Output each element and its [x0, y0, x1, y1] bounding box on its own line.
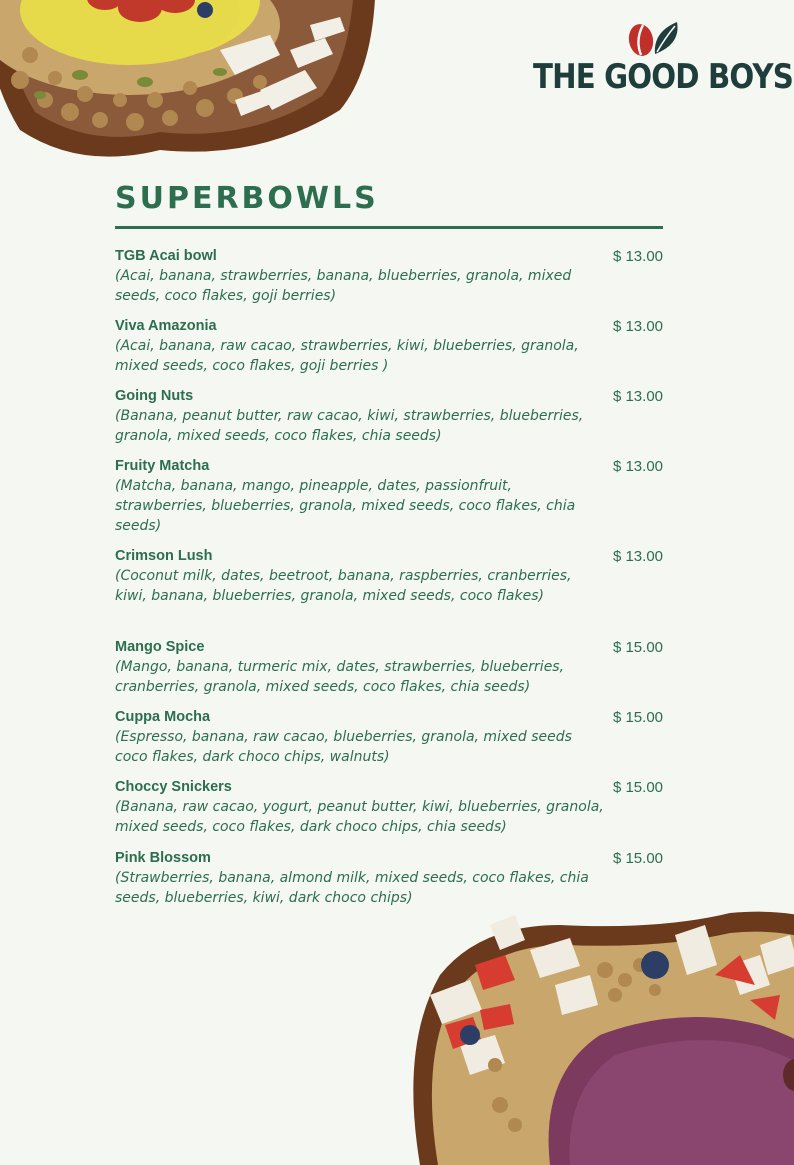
menu-item: [115, 317, 663, 387]
item-description: (Banana, peanut butter, raw cacao, kiwi, strawberries, blueberries, granola, mixed seeds, coco flakes, chia seeds): [115, 408, 584, 444]
item-description: (Coconut milk, dates, beetroot, banana, raspberries, cranberries, kiwi, banana, blueberries, granola, mixed seeds, coco flakes): [115, 568, 572, 604]
item-name: Pink Blossom: [115, 850, 211, 866]
item-description: (Strawberries, banana, almond milk, mixed seeds, coco flakes, chia seeds, blueberries, kiwi, dark choco chips): [115, 870, 589, 906]
item-description: (Acai, banana, strawberries, banana, blueberries, granola, mixed seeds, coco flakes, goji berries): [115, 268, 572, 304]
menu-item: [115, 849, 663, 909]
item-price: $ 13.00: [612, 458, 663, 475]
item-name: Choccy Snickers: [115, 779, 232, 795]
item-description: (Banana, raw cacao, yogurt, peanut butter, kiwi, blueberries, granola, mixed seeds, coco flakes, dark choco chips, chia seeds): [115, 799, 604, 835]
item-price: $ 15.00: [612, 779, 663, 796]
menu-item: [115, 457, 663, 547]
brand-logo: [533, 20, 793, 110]
menu-item: [115, 778, 663, 849]
item-price: $ 13.00: [612, 388, 663, 405]
item-price: $ 13.00: [612, 248, 663, 265]
brand-name: THE GOOD BOYS: [533, 57, 793, 97]
item-name: Cuppa Mocha: [115, 709, 211, 725]
item-description: (Acai, banana, raw cacao, strawberries, kiwi, blueberries, granola, mixed seeds, coco flakes, goji berries ): [115, 338, 579, 374]
item-name: Fruity Matcha: [115, 458, 210, 474]
item-description: (Matcha, banana, mango, pineapple, dates, passionfruit, strawberries, blueberries, granola, mixed seeds, coco flakes, chia seeds): [115, 478, 576, 534]
item-name: Mango Spice: [115, 639, 205, 655]
menu-item: [115, 638, 663, 708]
item-price: $ 15.00: [612, 709, 663, 726]
coffee-bean-leaf-icon: [625, 20, 681, 58]
menu-item: [115, 547, 663, 638]
item-name: TGB Acai bowl: [115, 248, 217, 264]
item-description: (Espresso, banana, raw cacao, blueberries, granola, mixed seeds coco flakes, dark choco chips, walnuts): [115, 729, 572, 765]
bowl-photo-top: [0, 0, 380, 170]
item-description: (Mango, banana, turmeric mix, dates, strawberries, blueberries, cranberries, granola, mixed seeds, coco flakes, chia seeds): [115, 659, 565, 695]
item-price: $ 13.00: [612, 318, 663, 335]
menu-item: [115, 387, 663, 457]
item-price: $ 13.00: [612, 548, 663, 565]
menu-item: [115, 708, 663, 778]
item-name: Crimson Lush: [115, 548, 213, 564]
section-title: SUPERBOWLS: [115, 181, 379, 216]
item-price: $ 15.00: [612, 850, 663, 867]
menu-item: [115, 247, 663, 317]
item-name: Going Nuts: [115, 388, 194, 404]
menu-list: [115, 247, 663, 909]
item-name: Viva Amazonia: [115, 318, 217, 334]
bowl-photo-bottom: [400, 905, 794, 1165]
title-divider: [115, 226, 663, 229]
item-price: $ 15.00: [612, 639, 663, 656]
